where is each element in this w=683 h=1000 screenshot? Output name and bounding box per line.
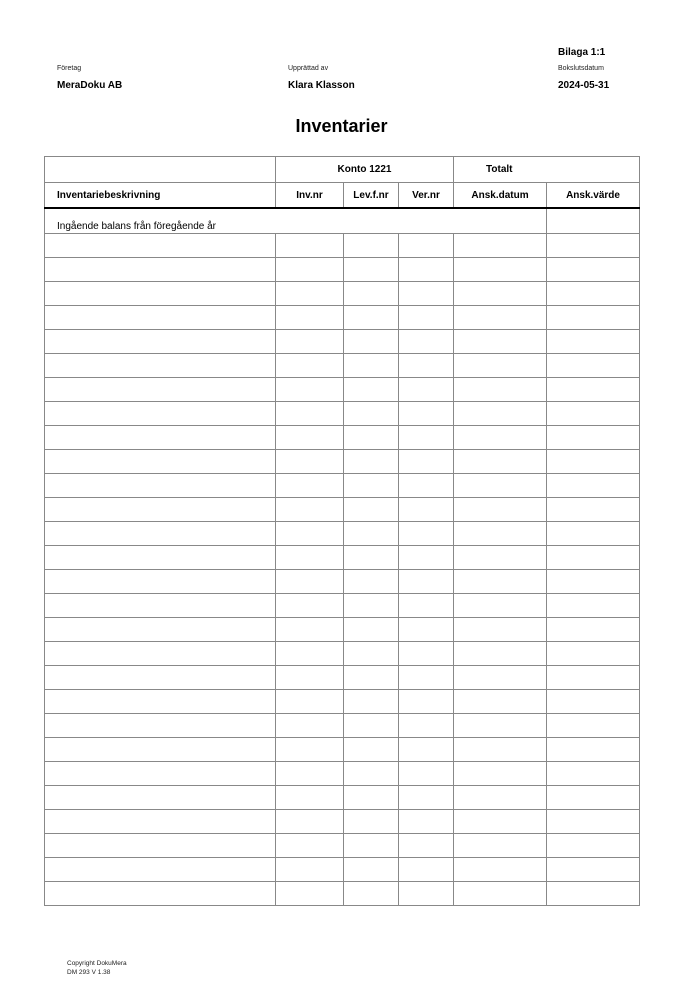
lev-f-nr-cell[interactable] (344, 330, 399, 354)
description-cell[interactable] (45, 354, 276, 378)
ansk-varde-cell[interactable] (547, 882, 640, 906)
table-row (45, 570, 640, 594)
inv-nr-cell[interactable] (276, 738, 344, 762)
inv-nr-cell[interactable] (276, 762, 344, 786)
prepared-by-label: Upprättad av (288, 65, 329, 72)
lev-f-nr-cell[interactable] (344, 402, 399, 426)
ansk-varde-cell[interactable] (547, 282, 640, 306)
description-cell[interactable] (45, 450, 276, 474)
ansk-datum-cell[interactable] (454, 402, 547, 426)
table-row (45, 402, 640, 426)
lev-f-nr-cell[interactable] (344, 378, 399, 402)
ansk-varde-cell[interactable] (547, 234, 640, 258)
ansk-varde-cell[interactable] (547, 522, 640, 546)
group-blank-cell (45, 157, 276, 183)
description-cell[interactable] (45, 282, 276, 306)
ansk-varde-cell[interactable] (547, 666, 640, 690)
ver-nr-cell[interactable] (399, 258, 454, 282)
ansk-varde-cell[interactable] (547, 546, 640, 570)
table-row (45, 306, 640, 330)
table-row (45, 354, 640, 378)
ansk-varde-cell[interactable] (547, 810, 640, 834)
table-row (45, 690, 640, 714)
lev-f-nr-cell[interactable] (344, 618, 399, 642)
ansk-datum-cell[interactable] (454, 450, 547, 474)
ansk-datum-cell[interactable] (454, 474, 547, 498)
description-cell[interactable] (45, 882, 276, 906)
ansk-datum-cell[interactable] (454, 306, 547, 330)
ver-nr-cell[interactable] (399, 450, 454, 474)
inv-nr-cell[interactable] (276, 882, 344, 906)
lev-f-nr-cell[interactable] (344, 426, 399, 450)
ansk-varde-cell[interactable] (547, 258, 640, 282)
inv-nr-cell[interactable] (276, 522, 344, 546)
description-cell[interactable] (45, 666, 276, 690)
lev-f-nr-cell[interactable] (344, 282, 399, 306)
table-row (45, 498, 640, 522)
description-cell[interactable] (45, 402, 276, 426)
ver-nr-cell[interactable] (399, 666, 454, 690)
ver-nr-cell[interactable] (399, 426, 454, 450)
ansk-datum-cell[interactable] (454, 282, 547, 306)
inv-nr-cell[interactable] (276, 354, 344, 378)
description-cell[interactable] (45, 762, 276, 786)
ansk-datum-cell[interactable] (454, 858, 547, 882)
table-row (45, 786, 640, 810)
lev-f-nr-cell[interactable] (344, 594, 399, 618)
ansk-varde-cell[interactable] (547, 306, 640, 330)
description-cell[interactable] (45, 234, 276, 258)
table-row (45, 714, 640, 738)
ver-nr-cell[interactable] (399, 330, 454, 354)
ver-nr-cell[interactable] (399, 282, 454, 306)
table-row (45, 810, 640, 834)
ver-nr-cell[interactable] (399, 234, 454, 258)
description-cell[interactable] (45, 858, 276, 882)
inv-nr-cell[interactable] (276, 498, 344, 522)
prepared-by-value: Klara Klasson (288, 80, 355, 91)
footer-copyright: Copyright DokuMera (67, 960, 127, 967)
inv-nr-cell[interactable] (276, 402, 344, 426)
ver-nr-cell[interactable] (399, 618, 454, 642)
page-title: Inventarier (295, 116, 388, 136)
group-header-row (45, 157, 640, 183)
opening-balance-row (45, 208, 640, 234)
lev-f-nr-cell[interactable] (344, 546, 399, 570)
group-account-cell: Konto 1221 (276, 157, 454, 183)
ansk-datum-cell[interactable] (454, 810, 547, 834)
description-cell[interactable] (45, 546, 276, 570)
ver-nr-cell[interactable] (399, 834, 454, 858)
description-cell[interactable] (45, 330, 276, 354)
lev-f-nr-cell[interactable] (344, 786, 399, 810)
closing-date-label: Bokslutsdatum (558, 65, 604, 72)
description-cell[interactable] (45, 426, 276, 450)
ver-nr-cell[interactable] (399, 594, 454, 618)
ansk-varde-cell[interactable] (547, 450, 640, 474)
ver-nr-cell[interactable] (399, 858, 454, 882)
inv-nr-cell[interactable] (276, 714, 344, 738)
description-cell[interactable] (45, 642, 276, 666)
inv-nr-cell[interactable] (276, 642, 344, 666)
table-row (45, 666, 640, 690)
ver-nr-cell[interactable] (399, 762, 454, 786)
ansk-datum-cell[interactable] (454, 642, 547, 666)
inv-nr-cell[interactable] (276, 474, 344, 498)
ansk-varde-cell[interactable] (547, 570, 640, 594)
table-row (45, 762, 640, 786)
ansk-datum-cell[interactable] (454, 522, 547, 546)
lev-f-nr-cell[interactable] (344, 234, 399, 258)
description-cell[interactable] (45, 594, 276, 618)
table-row (45, 738, 640, 762)
ansk-varde-cell[interactable] (547, 426, 640, 450)
ver-nr-cell[interactable] (399, 882, 454, 906)
description-cell[interactable] (45, 258, 276, 282)
ver-nr-cell[interactable] (399, 378, 454, 402)
description-cell[interactable] (45, 522, 276, 546)
ansk-varde-cell[interactable] (547, 786, 640, 810)
table-row (45, 474, 640, 498)
inv-nr-cell[interactable] (276, 834, 344, 858)
description-cell[interactable] (45, 834, 276, 858)
ver-nr-cell[interactable] (399, 474, 454, 498)
ver-nr-cell[interactable] (399, 522, 454, 546)
description-cell[interactable] (45, 498, 276, 522)
table-row (45, 834, 640, 858)
table-row (45, 234, 640, 258)
inv-nr-cell[interactable] (276, 858, 344, 882)
ansk-datum-cell[interactable] (454, 570, 547, 594)
ansk-datum-cell[interactable] (454, 594, 547, 618)
ansk-datum-cell[interactable] (454, 762, 547, 786)
description-cell[interactable] (45, 570, 276, 594)
ver-nr-cell[interactable] (399, 402, 454, 426)
ansk-datum-cell[interactable] (454, 330, 547, 354)
lev-f-nr-cell[interactable] (344, 642, 399, 666)
table-row (45, 882, 640, 906)
description-cell[interactable] (45, 474, 276, 498)
company-value: MeraDoku AB (57, 80, 123, 91)
column-header-lev-f-nr: Lev.f.nr (344, 183, 399, 209)
lev-f-nr-cell[interactable] (344, 450, 399, 474)
table-row (45, 378, 640, 402)
inventory-table (44, 156, 640, 906)
inv-nr-cell[interactable] (276, 594, 344, 618)
ansk-datum-cell[interactable] (454, 714, 547, 738)
column-header-ansk-datum: Ansk.datum (454, 183, 547, 209)
lev-f-nr-cell[interactable] (344, 834, 399, 858)
table-row (45, 426, 640, 450)
ver-nr-cell[interactable] (399, 546, 454, 570)
table-row (45, 258, 640, 282)
column-header-ansk-varde: Ansk.värde (547, 183, 640, 209)
ansk-varde-cell[interactable] (547, 378, 640, 402)
ansk-varde-cell[interactable] (547, 834, 640, 858)
inv-nr-cell[interactable] (276, 330, 344, 354)
inv-nr-cell[interactable] (276, 450, 344, 474)
company-label: Företag (57, 65, 82, 72)
inv-nr-cell[interactable] (276, 546, 344, 570)
ansk-varde-cell[interactable] (547, 714, 640, 738)
footer-version: DM 293 V 1.38 (67, 969, 111, 976)
ansk-varde-cell[interactable] (547, 330, 640, 354)
inv-nr-cell[interactable] (276, 666, 344, 690)
lev-f-nr-cell[interactable] (344, 738, 399, 762)
ansk-datum-cell[interactable] (454, 834, 547, 858)
lev-f-nr-cell[interactable] (344, 666, 399, 690)
ansk-datum-cell[interactable] (454, 690, 547, 714)
lev-f-nr-cell[interactable] (344, 570, 399, 594)
table-row (45, 330, 640, 354)
opening-balance-label: Ingående balans från föregående år (45, 208, 547, 234)
column-header-description: Inventariebeskrivning (45, 183, 276, 209)
ansk-varde-cell[interactable] (547, 618, 640, 642)
lev-f-nr-cell[interactable] (344, 354, 399, 378)
ver-nr-cell[interactable] (399, 306, 454, 330)
ver-nr-cell[interactable] (399, 498, 454, 522)
ansk-datum-cell[interactable] (454, 378, 547, 402)
ansk-datum-cell[interactable] (454, 738, 547, 762)
ver-nr-cell[interactable] (399, 714, 454, 738)
ver-nr-cell[interactable] (399, 738, 454, 762)
ansk-varde-cell[interactable] (547, 738, 640, 762)
inv-nr-cell[interactable] (276, 306, 344, 330)
ansk-varde-cell[interactable] (547, 474, 640, 498)
inv-nr-cell[interactable] (276, 258, 344, 282)
opening-balance-value-cell[interactable] (547, 208, 640, 234)
ansk-datum-cell[interactable] (454, 426, 547, 450)
description-cell[interactable] (45, 378, 276, 402)
ansk-varde-cell[interactable] (547, 498, 640, 522)
ver-nr-cell[interactable] (399, 354, 454, 378)
lev-f-nr-cell[interactable] (344, 690, 399, 714)
table-row (45, 594, 640, 618)
ansk-datum-cell[interactable] (454, 258, 547, 282)
inv-nr-cell[interactable] (276, 786, 344, 810)
lev-f-nr-cell[interactable] (344, 810, 399, 834)
ansk-varde-cell[interactable] (547, 354, 640, 378)
closing-date-value: 2024-05-31 (558, 80, 610, 91)
inv-nr-cell[interactable] (276, 234, 344, 258)
lev-f-nr-cell[interactable] (344, 306, 399, 330)
table-row (45, 858, 640, 882)
inv-nr-cell[interactable] (276, 282, 344, 306)
description-cell[interactable] (45, 786, 276, 810)
ansk-varde-cell[interactable] (547, 762, 640, 786)
ansk-varde-cell[interactable] (547, 594, 640, 618)
ansk-datum-cell[interactable] (454, 618, 547, 642)
lev-f-nr-cell[interactable] (344, 474, 399, 498)
group-total-label: Totalt (486, 164, 513, 175)
ansk-datum-cell[interactable] (454, 546, 547, 570)
inv-nr-cell[interactable] (276, 810, 344, 834)
lev-f-nr-cell[interactable] (344, 882, 399, 906)
ver-nr-cell[interactable] (399, 570, 454, 594)
group-total-cell (454, 157, 640, 183)
inv-nr-cell[interactable] (276, 426, 344, 450)
ansk-datum-cell[interactable] (454, 354, 547, 378)
ver-nr-cell[interactable] (399, 786, 454, 810)
ver-nr-cell[interactable] (399, 810, 454, 834)
ansk-varde-cell[interactable] (547, 402, 640, 426)
ansk-datum-cell[interactable] (454, 498, 547, 522)
ansk-varde-cell[interactable] (547, 642, 640, 666)
table-row (45, 522, 640, 546)
ansk-datum-cell[interactable] (454, 786, 547, 810)
table-row (45, 282, 640, 306)
ansk-datum-cell[interactable] (454, 234, 547, 258)
ansk-varde-cell[interactable] (547, 858, 640, 882)
description-cell[interactable] (45, 714, 276, 738)
inv-nr-cell[interactable] (276, 618, 344, 642)
table-row (45, 618, 640, 642)
lev-f-nr-cell[interactable] (344, 762, 399, 786)
lev-f-nr-cell[interactable] (344, 858, 399, 882)
table-row (45, 546, 640, 570)
column-header-ver-nr: Ver.nr (399, 183, 454, 209)
column-header-row (45, 183, 640, 209)
appendix-label: Bilaga 1:1 (558, 47, 606, 58)
description-cell[interactable] (45, 810, 276, 834)
description-cell[interactable] (45, 738, 276, 762)
ansk-datum-cell[interactable] (454, 882, 547, 906)
description-cell[interactable] (45, 306, 276, 330)
ver-nr-cell[interactable] (399, 642, 454, 666)
description-cell[interactable] (45, 618, 276, 642)
inv-nr-cell[interactable] (276, 570, 344, 594)
column-header-inv-nr: Inv.nr (276, 183, 344, 209)
inv-nr-cell[interactable] (276, 690, 344, 714)
ver-nr-cell[interactable] (399, 690, 454, 714)
table-row (45, 450, 640, 474)
inv-nr-cell[interactable] (276, 378, 344, 402)
lev-f-nr-cell[interactable] (344, 714, 399, 738)
lev-f-nr-cell[interactable] (344, 258, 399, 282)
ansk-varde-cell[interactable] (547, 690, 640, 714)
ansk-datum-cell[interactable] (454, 666, 547, 690)
lev-f-nr-cell[interactable] (344, 522, 399, 546)
lev-f-nr-cell[interactable] (344, 498, 399, 522)
description-cell[interactable] (45, 690, 276, 714)
table-row (45, 642, 640, 666)
